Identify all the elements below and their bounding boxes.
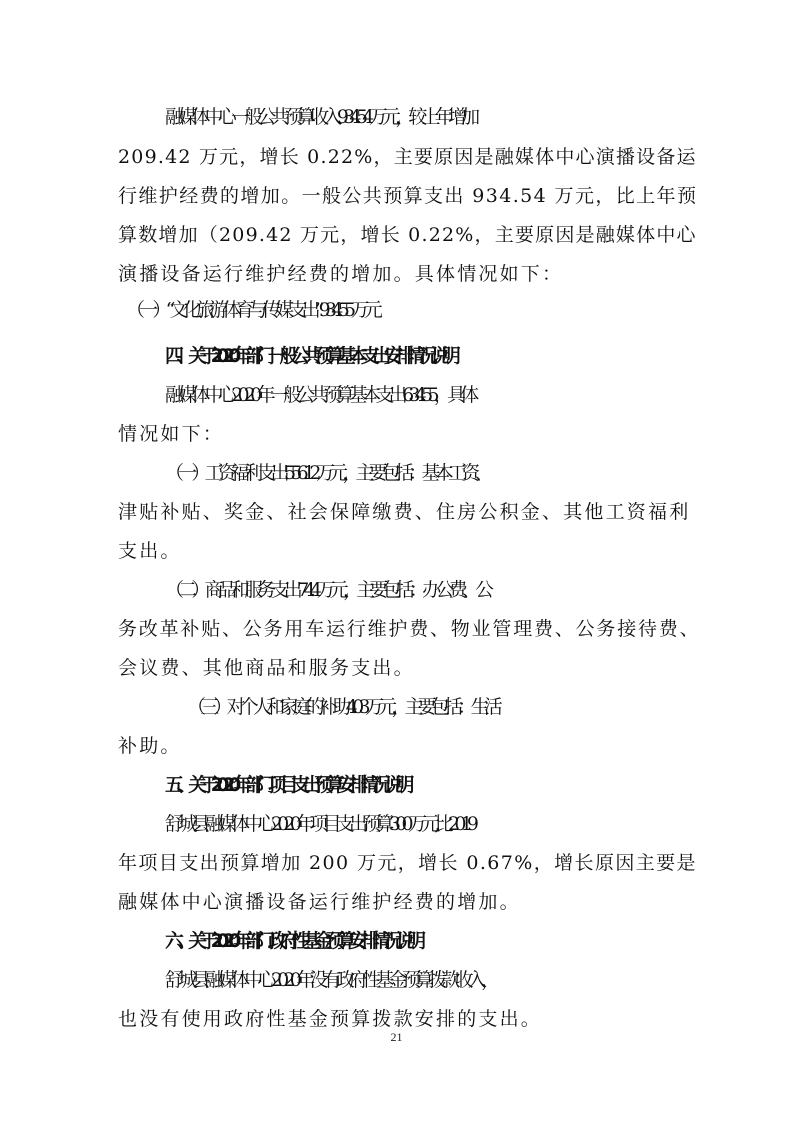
paragraph-line: （三）对个人和家庭的补助 4.03 万元，主要包括：生活 (187, 696, 497, 718)
paragraph-line: 舒城县融媒体中心 2020 年项目支出预算 300 万元,比 2019 (165, 813, 474, 835)
paragraph-line: 演播设备运行维护经费的增加。具体情况如下： (118, 263, 564, 285)
paragraph-line: 算数增加（209.42 万元，增长 0.22%，主要原因是融媒体中心 (118, 224, 697, 246)
paragraph-line: 年项目支出预算增加 200 万元，增长 0.67%，增长原因主要是 (118, 852, 697, 874)
paragraph-line: 融媒体中心 2020 年一般公共预算基本支出 634.55，具体 (165, 384, 474, 406)
section-heading-4: 四、关于 2020 年部门一般公共预算基本支出安排情况说明 (165, 345, 454, 367)
paragraph-line: （一）工资福利支出 556.12 万元，主要包括：基本工资、 (165, 462, 488, 484)
paragraph-line: 融媒体中心演播设备运行维护经费的增加。 (118, 891, 521, 913)
paragraph-line: 209.42 万元，增长 0.22%，主要原因是融媒体中心演播设备运 (118, 146, 697, 168)
paragraph-line: 行维护经费的增加。一般公共预算支出 934.54 万元，比上年预 (118, 185, 698, 207)
paragraph-line: 舒城县融媒体中心 2020 年没有政府性基金预算拨款收入， (165, 969, 495, 991)
section-heading-6: 六、关于 2020 年部门政府性基金预算安排情况说明 (165, 930, 419, 952)
paragraph-line: 津贴补贴、奖金、社会保障缴费、住房公积金、其他工资福利 (118, 501, 691, 523)
paragraph-line: 融媒体中心一般公共预算收入 934.54 万元，较上年增加 (165, 106, 475, 128)
paragraph-line: 补助。 (118, 735, 182, 757)
paragraph-line: （二）商品和服务支出 74.4 万元，主要包括：办公费、公 (165, 579, 489, 601)
paragraph-line: 也没有使用政府性基金预算拨款安排的支出。 (118, 1008, 543, 1030)
paragraph-line: 情况如下： (118, 423, 225, 445)
page-number: 21 (390, 1030, 403, 1044)
paragraph-line: 支出。 (118, 540, 182, 562)
subsection-line: （一）“文化旅游体育与传媒支出”934.55 万元 (126, 299, 377, 321)
paragraph-line: 务改革补贴、公务用车运行维护费、物业管理费、公务接待费、 (118, 618, 701, 640)
paragraph-line: 会议费、其他商品和服务支出。 (118, 657, 415, 679)
section-heading-5: 五、关于 2020 年部门项目支出预算安排情况说明 (165, 774, 408, 796)
